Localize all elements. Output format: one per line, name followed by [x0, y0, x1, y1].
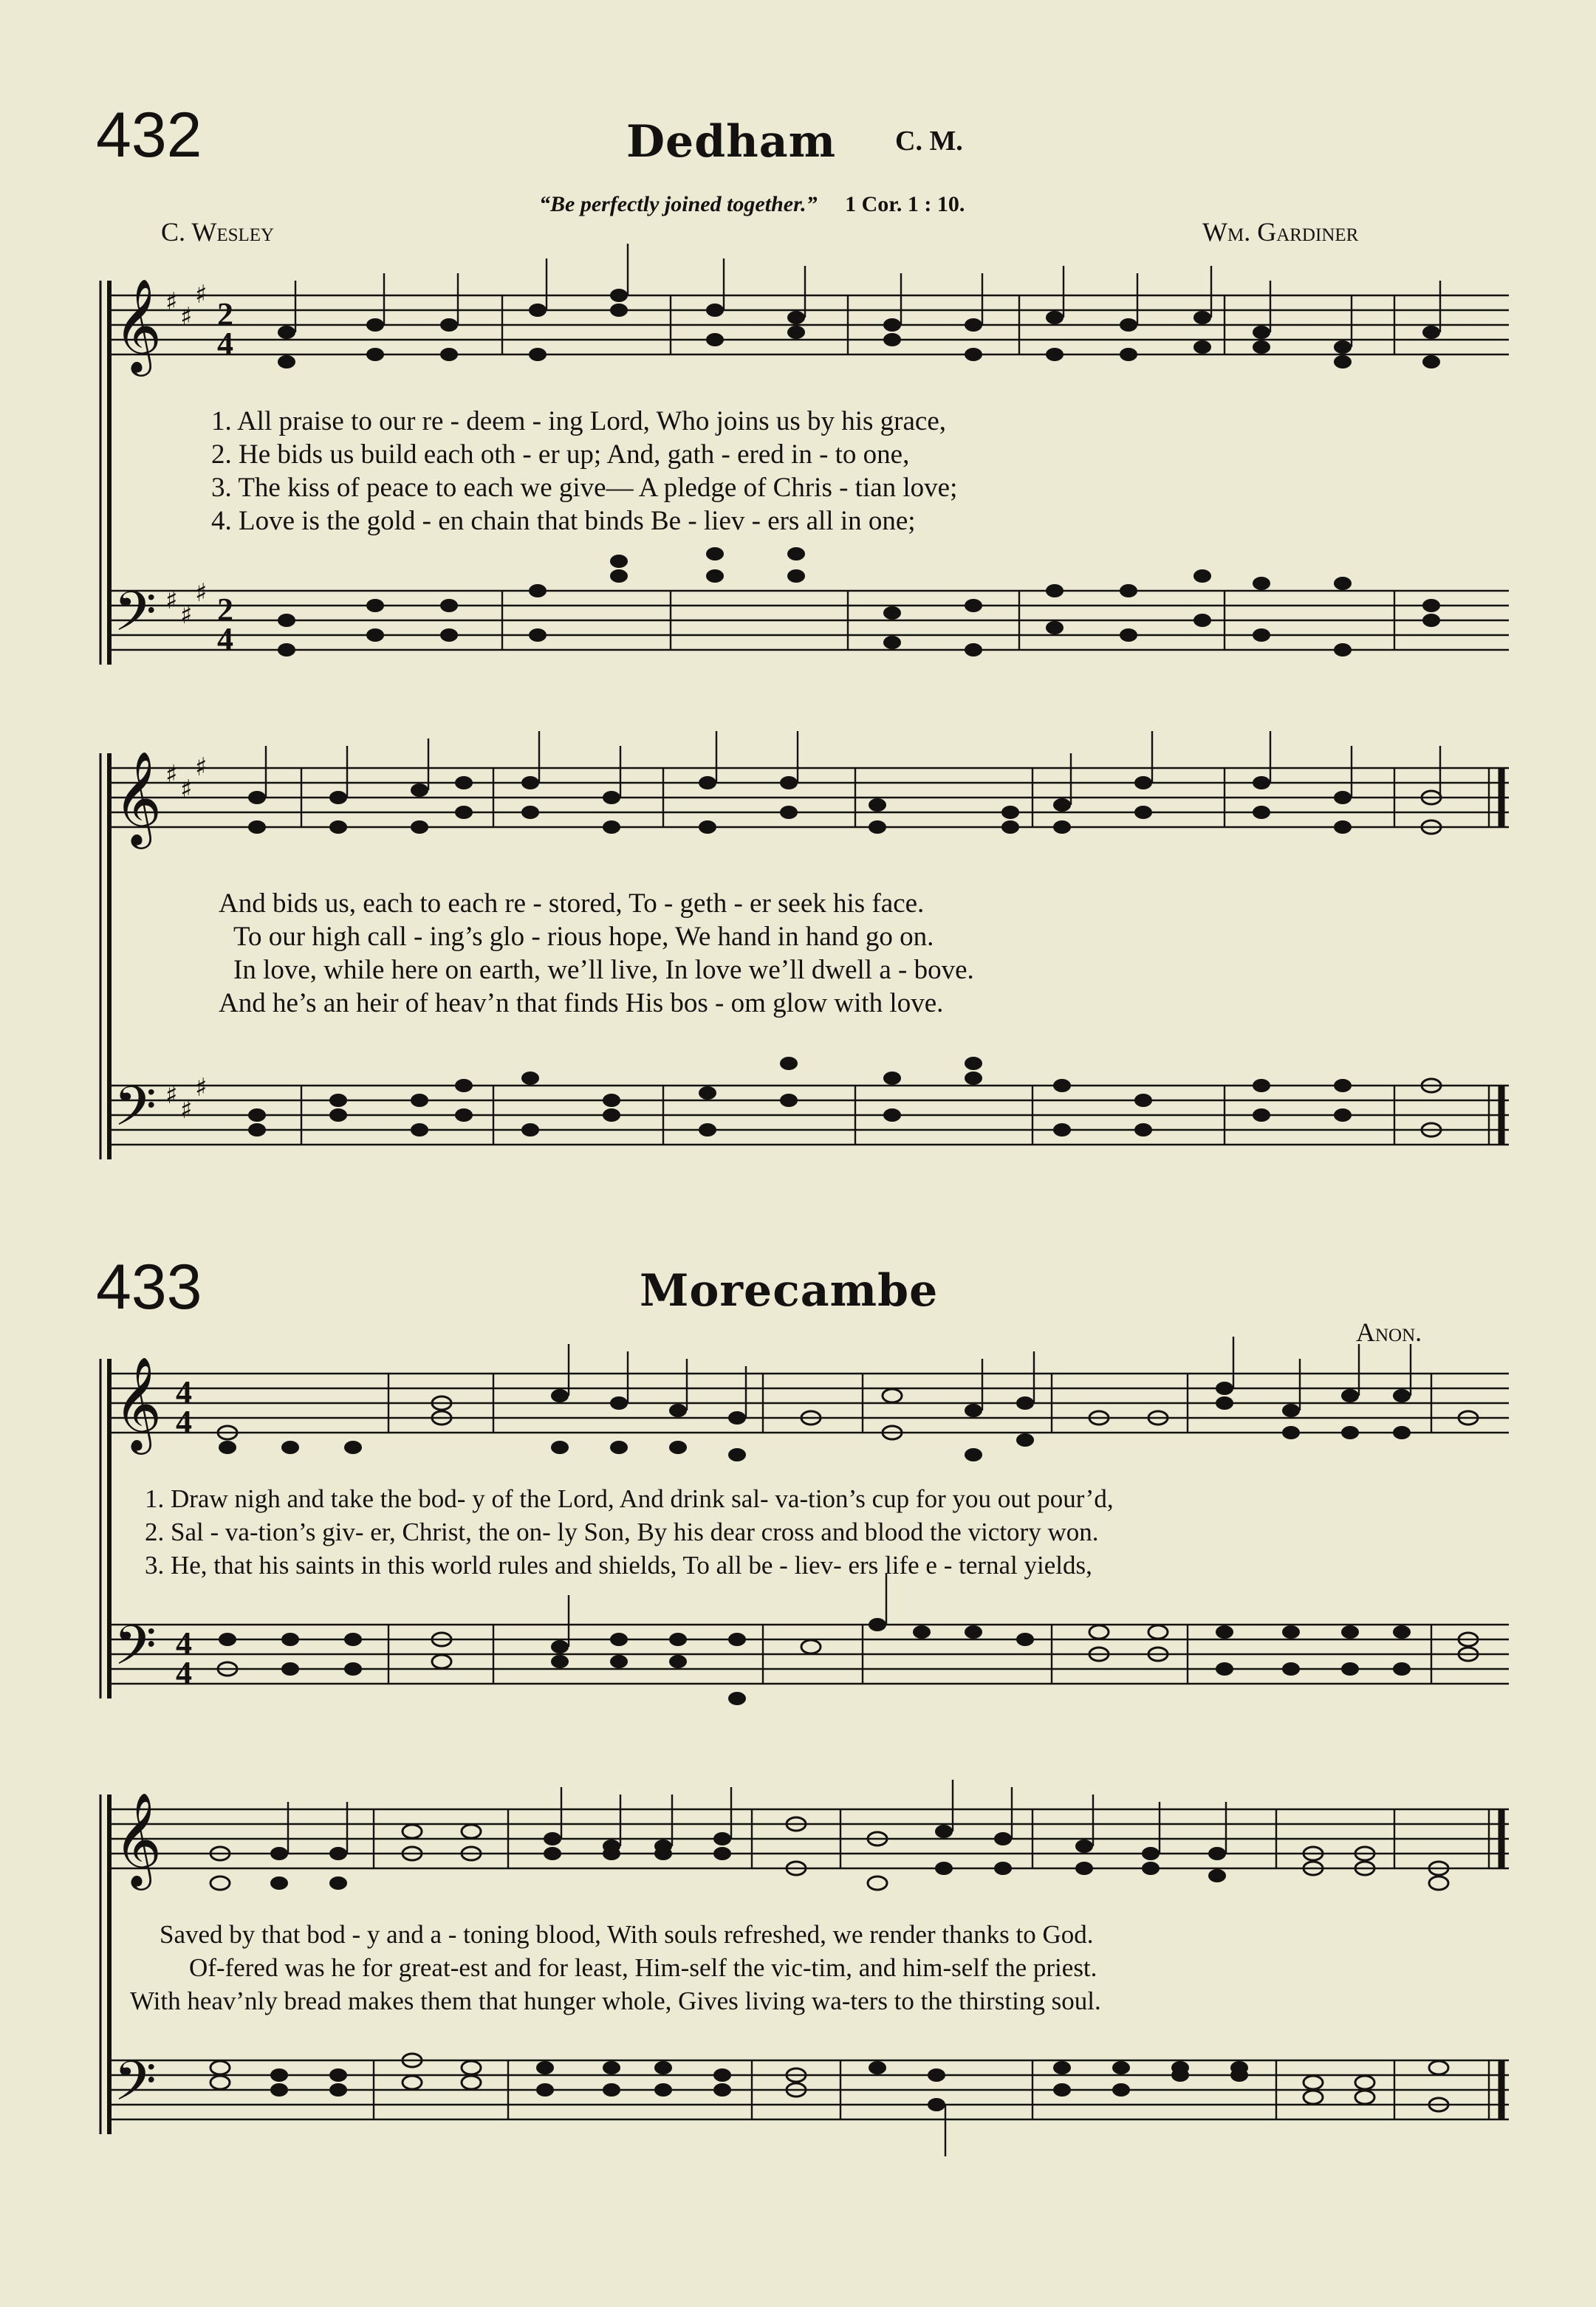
svg-text:𝄞: 𝄞 — [114, 278, 162, 372]
svg-text:♯: ♯ — [165, 586, 178, 615]
verse-line: 2. Sal - va-tion’s giv- er, Christ, the on- ly Son, By his dear cross and blood the victory won. — [145, 1518, 1099, 1546]
verse-line: With heav’nly bread makes them that hunger whole, Gives living wa-ters to the thirsting soul. — [130, 1987, 1101, 2015]
verse-line: 3. He, that his saints in this world rules and shields, To all be - liev- ers life e - ternal yields, — [145, 1551, 1092, 1580]
verse-line: 2. He bids us build each oth - er up; And, gath - ered in - to one, — [211, 439, 910, 470]
svg-text:4: 4 — [176, 1374, 192, 1410]
svg-text:𝄞: 𝄞 — [114, 1792, 162, 1886]
svg-text:♯: ♯ — [165, 760, 178, 789]
svg-text:𝄢: 𝄢 — [114, 1074, 157, 1152]
svg-text:♯: ♯ — [180, 1095, 193, 1125]
verse-line: To our high call - ing’s glo - rious hope, We hand in hand go on. — [233, 922, 934, 952]
verse-line: 1. All praise to our re - deem - ing Lord, Who joins us by his grace, — [211, 406, 947, 436]
svg-text:2: 2 — [217, 296, 233, 332]
svg-text:♯: ♯ — [165, 1080, 178, 1110]
verse-line: And bids us, each to each re - stored, To - geth - er seek his face. — [219, 888, 925, 919]
verse-line: And he’s an heir of heav’n that finds His bos - om glow with love. — [219, 988, 944, 1018]
svg-text:4: 4 — [217, 621, 233, 657]
verse-line: 4. Love is the gold - en chain that binds Be - liev - ers all in one; — [211, 506, 916, 536]
svg-text:♯: ♯ — [165, 287, 178, 317]
svg-text:♯: ♯ — [180, 775, 193, 804]
svg-text:𝄢: 𝄢 — [114, 580, 157, 657]
composer-credit: Anon. — [1356, 1317, 1422, 1347]
svg-text:♯: ♯ — [180, 600, 193, 630]
hymn-meter: C. M. — [895, 126, 963, 157]
svg-text:4: 4 — [176, 1655, 192, 1691]
hymn-title: Dedham — [626, 116, 837, 168]
hymn-title: Morecambe — [640, 1265, 939, 1317]
svg-text:2: 2 — [217, 592, 233, 628]
author-credit: C. Wesley — [161, 217, 275, 247]
scripture-text: “Be perfectly joined together.” — [539, 192, 818, 216]
svg-text:4: 4 — [217, 326, 233, 362]
verse-line: Saved by that bod - y and a - toning blood, With souls refreshed, we render thanks to God. — [160, 1920, 1094, 1949]
svg-text:4: 4 — [176, 1404, 192, 1440]
svg-text:4: 4 — [176, 1625, 192, 1662]
svg-text:♯: ♯ — [195, 753, 208, 782]
verse-line: 3. The kiss of peace to each we give— A pledge of Chris - tian love; — [211, 473, 958, 503]
svg-text:𝄢: 𝄢 — [114, 2049, 157, 2127]
scripture-quote — [539, 193, 965, 216]
hymn-number: 433 — [96, 1252, 202, 1323]
svg-text:𝄢: 𝄢 — [114, 1614, 157, 1691]
svg-text:♯: ♯ — [195, 1073, 208, 1103]
svg-text:♯: ♯ — [180, 302, 193, 332]
svg-text:♯: ♯ — [195, 280, 208, 309]
composer-credit: Wm. Gardiner — [1202, 217, 1359, 247]
svg-text:♯: ♯ — [195, 578, 208, 608]
scripture-reference: 1 Cor. 1 : 10. — [845, 192, 965, 216]
verse-line: In love, while here on earth, we’ll live, In love we’ll dwell a - bove. — [233, 955, 974, 985]
svg-text:𝄞: 𝄞 — [114, 1356, 162, 1450]
verse-line: Of-fered was he for great-est and for least, Him-self the vic-tim, and him-self the priest. — [189, 1953, 1097, 1982]
verse-line: 1. Draw nigh and take the bod- y of the Lord, And drink sal- va-tion’s cup for you out pour’d, — [145, 1484, 1114, 1513]
hymn-number: 432 — [96, 100, 202, 171]
svg-text:𝄞: 𝄞 — [114, 750, 162, 845]
